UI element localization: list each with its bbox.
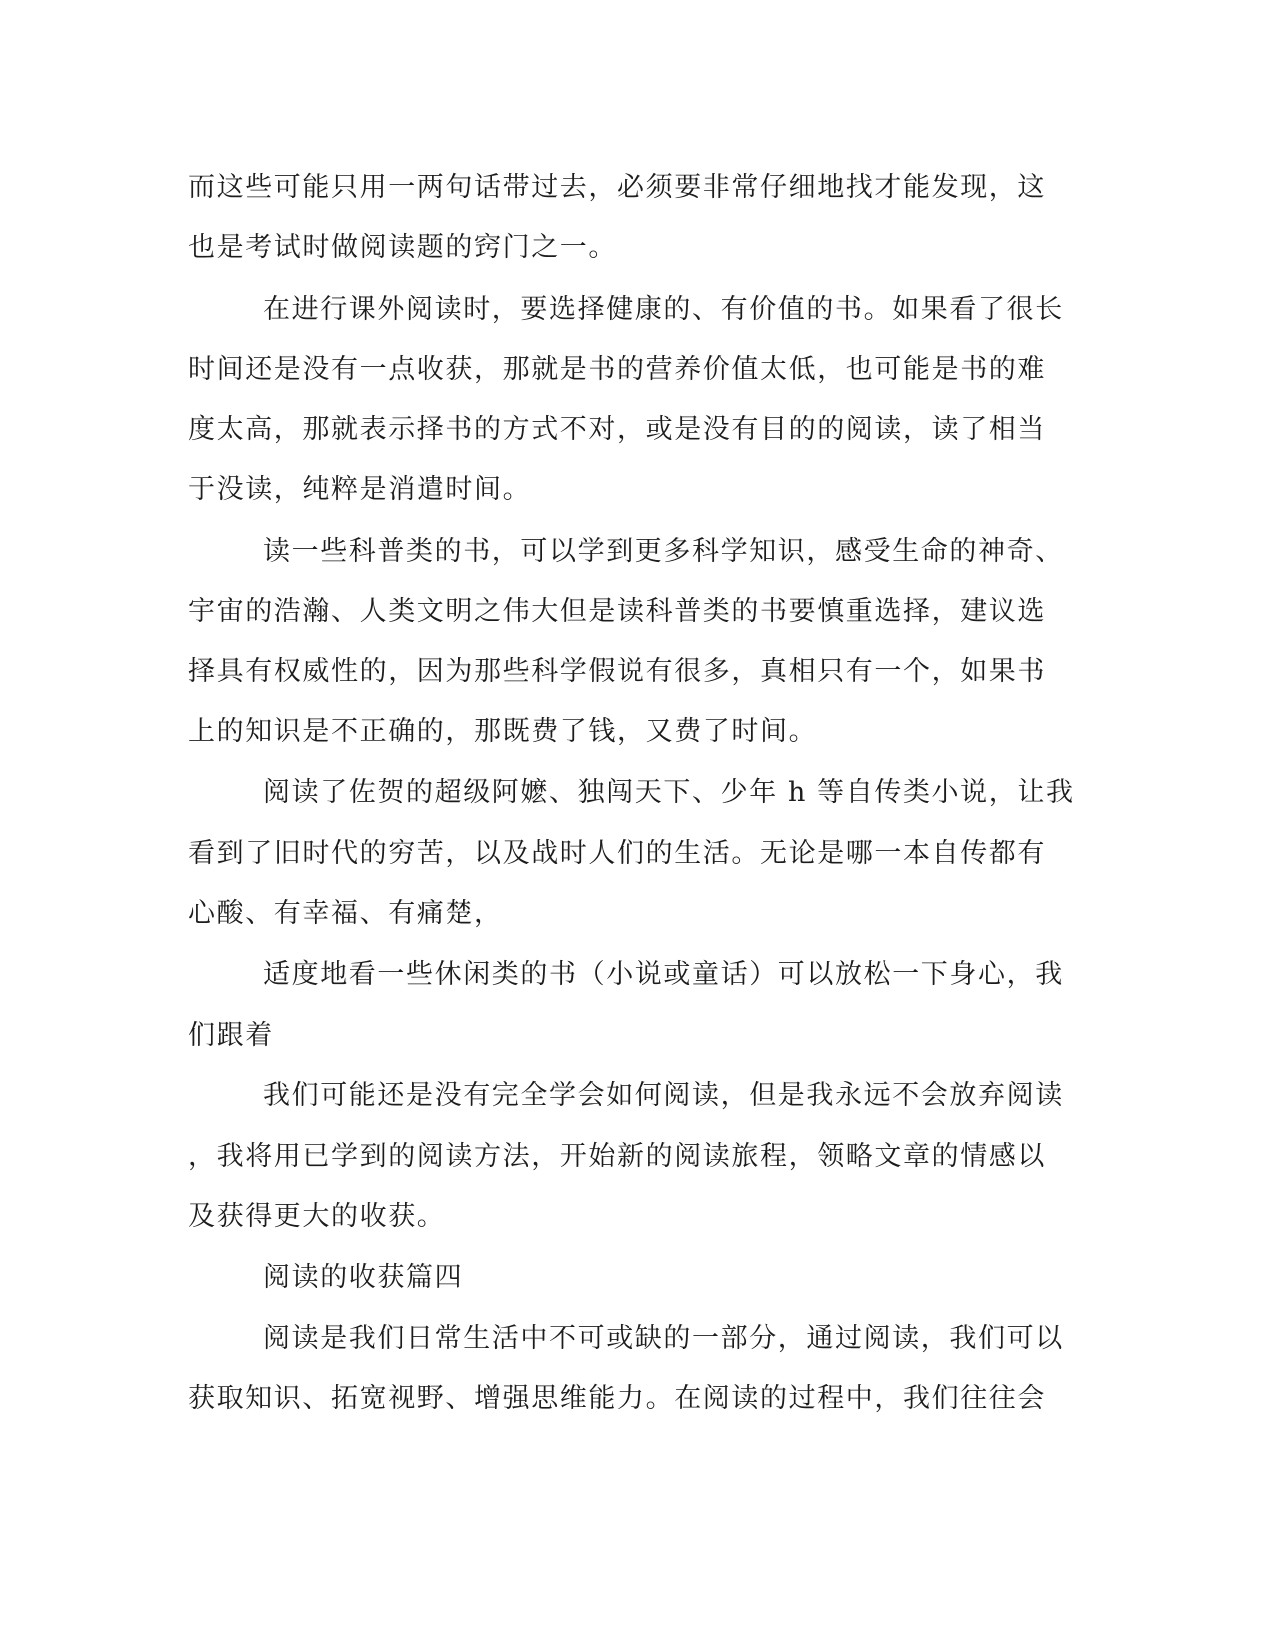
section-heading: 阅读的收获篇四 (263, 1262, 464, 1293)
text-line: 度太高，那就表示择书的方式不对，或是没有目的的阅读，读了相当 (188, 414, 1046, 445)
text-line: ，我将用已学到的阅读方法，开始新的阅读旅程，领略文章的情感以 (188, 1141, 1046, 1172)
text-line: 上的知识是不正确的，那既费了钱，又费了时间。 (188, 716, 818, 747)
text-line: 也是考试时做阅读题的窍门之一。 (188, 232, 617, 263)
paragraph-start-line: 我们可能还是没有完全学会如何阅读，但是我永远不会放弃阅读 (263, 1080, 1064, 1111)
text-line: 们跟着 (188, 1020, 274, 1051)
text-line: 获取知识、拓宽视野、增强思维能力。在阅读的过程中，我们往往会 (188, 1383, 1046, 1414)
paragraph-start-line: 在进行课外阅读时，要选择健康的、有价值的书。如果看了很长 (263, 294, 1064, 325)
text-line: 及获得更大的收获。 (188, 1201, 446, 1232)
text-line: 时间还是没有一点收获，那就是书的营养价值太低，也可能是书的难 (188, 354, 1046, 385)
paragraph-start-line: 阅读是我们日常生活中不可或缺的一部分，通过阅读，我们可以 (263, 1323, 1064, 1354)
text-line: 看到了旧时代的穷苦，以及战时人们的生活。无论是哪一本自传都有 (188, 838, 1046, 869)
paragraph-start-line: 适度地看一些休闲类的书（小说或童话）可以放松一下身心，我 (263, 959, 1064, 990)
paragraph-start-line: 阅读了佐贺的超级阿嬷、独闯天下、少年 h 等自传类小说，让我 (263, 777, 1075, 808)
text-line: 心酸、有幸福、有痛楚， (188, 898, 503, 929)
text-line: 宇宙的浩瀚、人类文明之伟大但是读科普类的书要慎重选择，建议选 (188, 596, 1046, 627)
paragraph-start-line: 读一些科普类的书，可以学到更多科学知识，感受生命的神奇、 (263, 536, 1064, 567)
text-line: 而这些可能只用一两句话带过去，必须要非常仔细地找才能发现，这 (188, 172, 1046, 203)
text-line: 于没读，纯粹是消遣时间。 (188, 474, 532, 505)
text-line: 择具有权威性的，因为那些科学假说有很多，真相只有一个，如果书 (188, 656, 1046, 687)
